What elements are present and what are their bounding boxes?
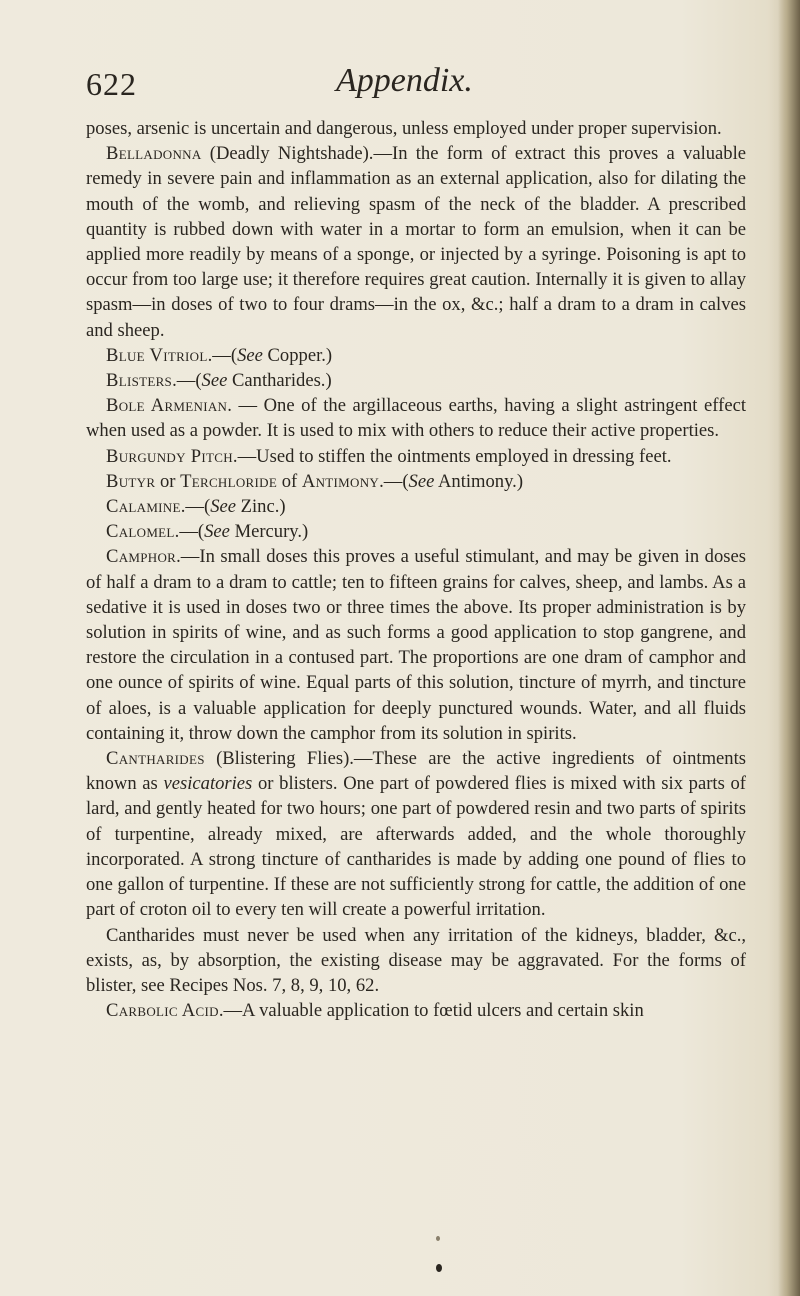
entry-calamine: Calamine.—(See Zinc.): [106, 496, 286, 518]
entry-bole-armenian: Bole Armenian. — One of the argillaceous earths, having a slight astringent effect when used as a powder. It is used to mix with others to reduce their active properties.: [86, 395, 746, 442]
headword: Butyr: [106, 470, 156, 492]
headword: Camphor: [106, 546, 177, 568]
headword: Bole Armenian: [106, 395, 228, 417]
headword: Antimony: [301, 470, 380, 492]
entry-butyr: Butyr or Terchloride of Antimony.—(See Antimony.): [106, 470, 524, 492]
headword: Cantharides: [106, 748, 205, 770]
page-header: [86, 62, 686, 112]
entry-burgundy-pitch: Burgundy Pitch.—Used to stiffen the ointments employed in dressing feet.: [106, 445, 672, 467]
running-head: Appendix.: [336, 62, 473, 99]
headword: Blue Vitriol: [106, 344, 208, 366]
entry-cantharides: Cantharides (Blistering Flies).—These are the active ingredients of ointments known as vesicatories or blisters. One part of powdered flies is mixed with six parts of lard, and gently heated for two hours; one part of powdered resin and two parts of spirits of turpentine, already mixed, are afterwards added, and the whole thoroughly incorporated. A strong tincture of cantharides is made by adding one pound of flies to one gallon of turpentine. If these are not sufficiently strong for cattle, the addition of one part of croton oil to every ten will create a powerful irritation.: [86, 748, 746, 921]
entry-blue-vitriol: Blue Vitriol.—(See Copper.): [106, 344, 333, 366]
ink-speck: [436, 1236, 440, 1241]
ink-speck: [436, 1264, 442, 1272]
entry-belladonna: Belladonna (Deadly Nightshade).—In the form of extract this proves a valuable remedy in severe pain and inflammation as an external application, also for dilating the mouth of the womb, and relieving spasm of the neck of the bladder. A prescribed quantity is rubbed down with water in a mortar to form an emulsion, when it can be applied more readily by means of a sponge, or injected by a syringe. Poisoning is apt to occur from too large use; it therefore requires great caution. Internally it is given to allay spasm—in doses of two to four drams—in the ox, &c.; half a dram to a dram in calves and sheep.: [86, 143, 746, 341]
headword: Calamine: [106, 496, 181, 518]
entry-calomel: Calomel.—(See Mercury.): [106, 521, 309, 543]
entry-carbolic-acid: Carbolic Acid.—A valuable application to fœtid ulcers and certain skin: [106, 1000, 644, 1022]
page-edge-shadow: [778, 0, 800, 1296]
headword: Terchloride: [180, 470, 278, 492]
headword: Calomel: [106, 521, 175, 543]
headword: Carbolic Acid: [106, 1000, 219, 1022]
entry-camphor: Camphor.—In small doses this proves a useful stimulant, and may be given in doses of half a dram to a dram to cattle; ten to fifteen grains for calves, sheep, and lambs. As a sedative it is used in doses two or three times the above. Its proper administration is by solution in spirits of wine, and as such forms a good application to stop gangrene, and restore the circulation in a contused part. The proportions are one dram of camphor and one ounce of spirits of wine. Equal parts of this solution, tincture of myrrh, and tincture of aloes, is a valuable application for deeply punctured wounds. Water, and all fluids containing it, throw down the camphor from its solution in spirits.: [86, 546, 746, 744]
page-number: 622: [86, 66, 137, 102]
headword: Blisters: [106, 370, 173, 392]
body-text: [86, 116, 746, 1023]
headword: Burgundy Pitch: [106, 445, 233, 467]
headword: Belladonna: [106, 143, 202, 165]
paragraph-continuation: poses, arsenic is uncertain and dangerous, unless employed under proper supervision.: [86, 118, 722, 139]
entry-blisters: Blisters.—(See Cantharides.): [106, 370, 332, 392]
cantharides-caution: Cantharides must never be used when any irritation of the kidneys, bladder, &c., exists, as, by absorption, the existing disease may be aggravated. For the forms of blister, see Recipes Nos. 7, 8, 9, 10, 62.: [86, 924, 746, 996]
